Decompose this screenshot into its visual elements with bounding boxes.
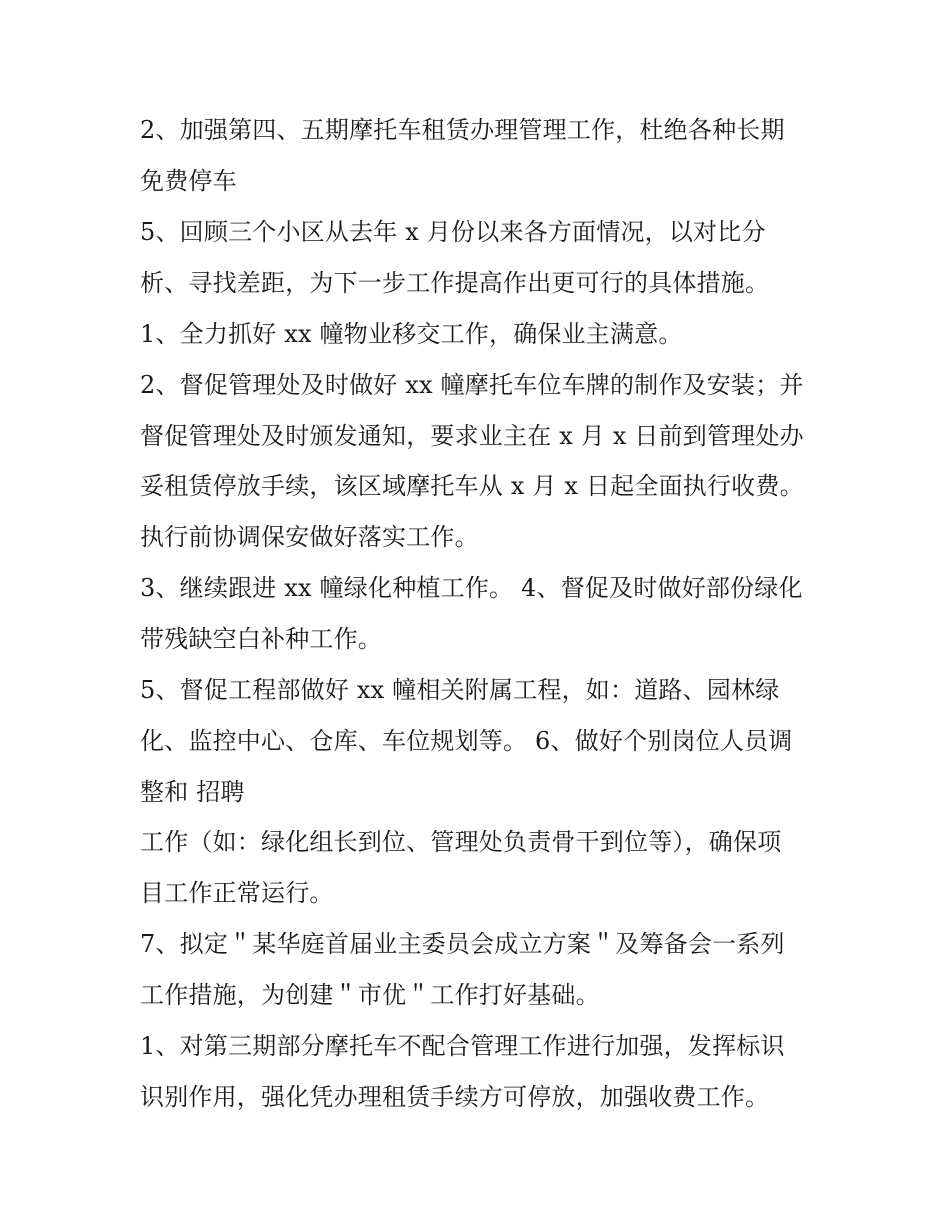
text-line: 2、督促管理处及时做好 xx 幢摩托车位车牌的制作及安装；并 (140, 371, 804, 399)
text-line: 化、监控中心、仓库、车位规划等。 6、做好个别岗位人员调 (140, 727, 793, 755)
text-line: 1、全力抓好 xx 幢物业移交工作，确保业主满意。 (140, 320, 683, 348)
text-line: 识别作用，强化凭办理租赁手续方可停放，加强收费工作。 (140, 1083, 770, 1111)
text-line: 工作措施，为创建＂市优＂工作打好基础。 (140, 981, 600, 1009)
text-line: 带残缺空白补种工作。 (140, 625, 382, 653)
text-line: 整和 招聘 (140, 778, 245, 806)
text-line: 督促管理处及时颁发通知，要求业主在 x 月 x 日前到管理处办 (140, 422, 804, 450)
text-line: 5、回顾三个小区从去年 x 月份以来各方面情况，以对比分 (140, 218, 766, 246)
text-line: 1、对第三期部分摩托车不配合管理工作进行加强，发挥标识 (140, 1032, 785, 1060)
text-line: 目工作正常运行。 (140, 879, 334, 907)
text-line: 5、督促工程部做好 xx 幢相关附属工程，如：道路、园林绿 (140, 676, 780, 704)
text-line: 妥租赁停放手续，该区域摩托车从 x 月 x 日起全面执行收费。 (140, 472, 804, 500)
text-line: 2、加强第四、五期摩托车租赁办理管理工作，杜绝各种长期 (140, 116, 785, 144)
text-line: 析、寻找差距，为下一步工作提高作出更可行的具体措施。 (140, 269, 770, 297)
text-line: 7、拟定＂某华庭首届业主委员会成立方案＂及筹备会一系列 (140, 930, 785, 958)
text-line: 执行前协调保安做好落实工作。 (140, 523, 479, 551)
text-line: 3、继续跟进 xx 幢绿化种植工作。 4、督促及时做好部份绿化 (140, 574, 803, 602)
text-line: 免费停车 (140, 167, 237, 195)
text-line: 工作（如：绿化组长到位、管理处负责骨干到位等），确保项 (140, 828, 782, 856)
